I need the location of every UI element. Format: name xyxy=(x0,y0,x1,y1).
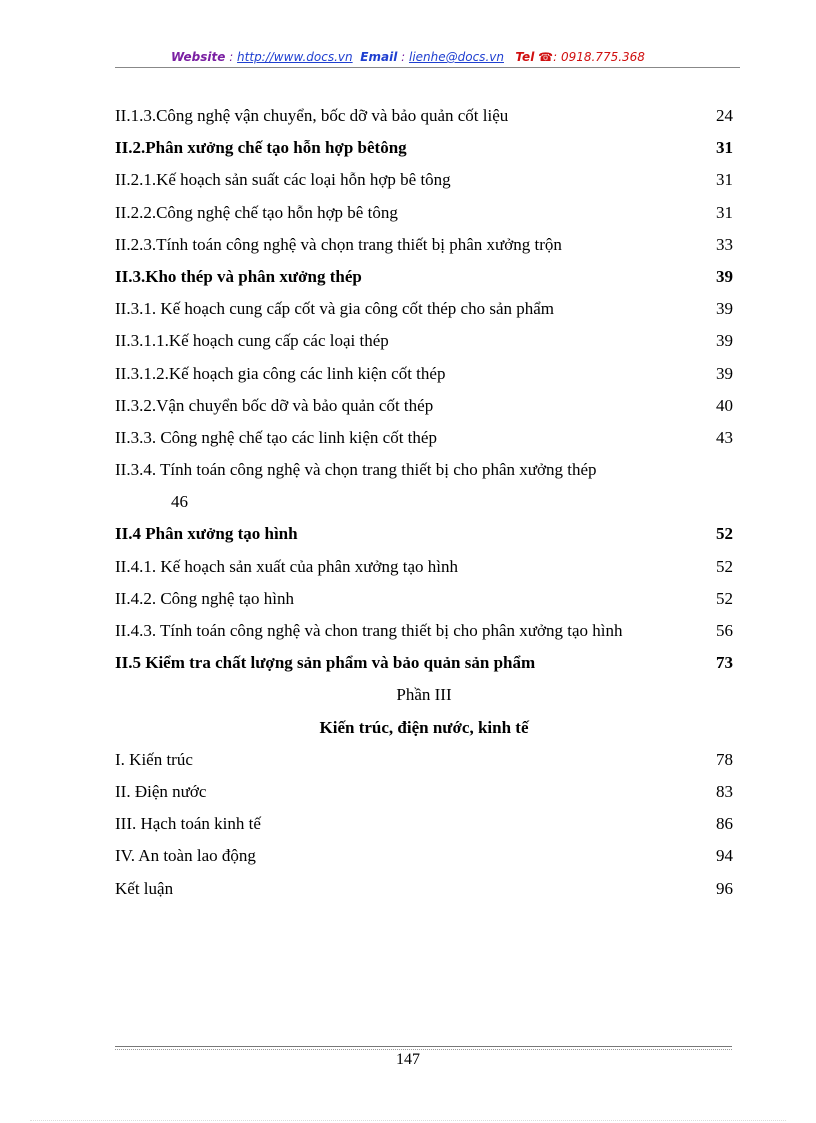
part-subheading xyxy=(115,714,733,746)
toc-entry-title: II.3.Kho thép và phân xưởng thép xyxy=(115,266,362,286)
toc-entry xyxy=(115,327,733,359)
email-separator: : xyxy=(397,50,409,64)
toc-entry-title: II.2.Phân xưởng chế tạo hỗn hợp bêtông xyxy=(115,138,407,158)
part-subtitle: Kiến trúc, điện nước, kinh tế xyxy=(319,717,529,737)
toc-entry-page: 94 xyxy=(716,846,733,866)
toc-entry-title: I. Kiến trúc xyxy=(115,749,193,769)
toc-entry-title: II.4.3. Tính toán công nghệ và chon trang thiết bị cho phân xưởng tạo hình xyxy=(115,621,623,640)
page-number: 147 xyxy=(396,1051,420,1068)
toc-entry-title: II.2.2.Công nghệ chế tạo hỗn hợp bê tông xyxy=(115,202,398,222)
email-link[interactable]: lienhe@docs.vn xyxy=(408,50,504,64)
part-heading xyxy=(115,681,733,713)
toc-entry-title: II.3.4. Tính toán công nghệ và chọn trang thiết bị cho phân xưởng thép xyxy=(115,460,597,480)
toc-entry xyxy=(115,456,733,488)
email-label: Email xyxy=(360,50,398,64)
toc-entry xyxy=(115,424,733,456)
toc-entry-page: 52 xyxy=(716,524,733,544)
toc-entry-continuation xyxy=(115,488,733,520)
toc-section-heading xyxy=(115,649,733,681)
toc-entry xyxy=(115,553,733,585)
toc-entry xyxy=(115,166,733,198)
toc-entry-page: 39 xyxy=(716,331,733,351)
toc-entry xyxy=(115,778,733,810)
header-divider xyxy=(115,67,740,68)
website-label: Website xyxy=(171,50,226,64)
toc-entry-page: 96 xyxy=(716,878,733,898)
toc-entry-page: 31 xyxy=(716,170,733,190)
toc-entry-page: 46 xyxy=(171,492,188,512)
tel-label: Tel xyxy=(515,50,535,64)
table-of-contents xyxy=(115,102,733,907)
toc-entry-page: 83 xyxy=(716,781,733,801)
toc-entry-title: II.3.3. Công nghệ chế tạo các linh kiện cốt thép xyxy=(115,427,437,447)
toc-entry-page: 86 xyxy=(716,814,733,834)
toc-entry-title: II.4.2. Công nghệ tạo hình xyxy=(115,588,294,608)
toc-entry-page: 56 xyxy=(716,621,733,640)
website-separator: : xyxy=(225,50,238,64)
toc-entry xyxy=(115,102,733,134)
toc-entry-page: 43 xyxy=(716,427,733,447)
toc-entry-page: 52 xyxy=(716,588,733,608)
toc-entry xyxy=(115,231,733,263)
toc-entry-page: 31 xyxy=(716,138,733,158)
toc-entry-page: 73 xyxy=(716,653,733,673)
toc-entry xyxy=(115,360,733,392)
phone-icon: ☎ xyxy=(538,50,554,64)
toc-entry-title: II.1.3.Công nghệ vận chuyển, bốc dỡ và bảo quản cốt liệu xyxy=(115,106,509,125)
toc-entry-page: 39 xyxy=(716,266,733,286)
toc-entry-title: II.3.1. Kế hoạch cung cấp cốt và gia công cốt thép cho sản phẩm xyxy=(115,299,555,319)
toc-entry-page: 24 xyxy=(716,106,733,125)
toc-entry-page: 78 xyxy=(716,749,733,769)
toc-entry xyxy=(115,617,733,649)
toc-entry-title: II.3.2.Vận chuyển bốc dỡ và bảo quản cốt thép xyxy=(115,395,434,415)
toc-entry-page: 39 xyxy=(716,299,733,319)
toc-entry-page: 31 xyxy=(716,202,733,222)
toc-entry-title: II.2.3.Tính toán công nghệ và chọn trang thiết bị phân xưởng trộn xyxy=(115,234,562,254)
toc-entry-title: III. Hạch toán kinh tế xyxy=(115,814,261,834)
toc-entry-page: 52 xyxy=(716,556,733,576)
page-header xyxy=(0,48,816,66)
toc-entry-page: 40 xyxy=(716,395,733,415)
toc-entry-title: II.3.1.1.Kế hoạch cung cấp các loại thép xyxy=(115,331,389,351)
toc-entry-title: II.4 Phân xưởng tạo hình xyxy=(115,524,298,544)
toc-entry xyxy=(115,392,733,424)
toc-entry-title: II.5 Kiểm tra chất lượng sản phẩm và bảo quản sản phẩm xyxy=(115,653,536,673)
toc-entry xyxy=(115,842,733,874)
page-bottom-edge xyxy=(30,1120,786,1121)
toc-entry xyxy=(115,199,733,231)
toc-entry-title: Kết luận xyxy=(115,878,174,898)
toc-entry-title: II.3.1.2.Kế hoạch gia công các linh kiện cốt thép xyxy=(115,363,446,383)
toc-section-heading xyxy=(115,263,733,295)
toc-entry-page: 39 xyxy=(716,363,733,383)
toc-entry xyxy=(115,875,733,907)
toc-entry xyxy=(115,746,733,778)
toc-section-heading xyxy=(115,134,733,166)
toc-section-heading xyxy=(115,520,733,552)
toc-entry xyxy=(115,295,733,327)
toc-entry-title: IV. An toàn lao động xyxy=(115,846,256,866)
toc-entry xyxy=(115,585,733,617)
toc-entry xyxy=(115,810,733,842)
website-link[interactable]: http://www.docs.vn xyxy=(237,50,353,64)
part-title: Phần III xyxy=(396,685,452,705)
toc-entry-title: II. Điện nước xyxy=(115,781,207,801)
toc-entry-title: II.2.1.Kế hoạch sản suất các loại hỗn hợp bê tông xyxy=(115,170,451,190)
tel-value: : 0918.775.368 xyxy=(553,50,645,64)
toc-entry-title: II.4.1. Kế hoạch sản xuất của phân xưởng tạo hình xyxy=(115,556,458,576)
toc-entry-page: 33 xyxy=(716,234,733,254)
footer-divider xyxy=(115,1046,732,1047)
